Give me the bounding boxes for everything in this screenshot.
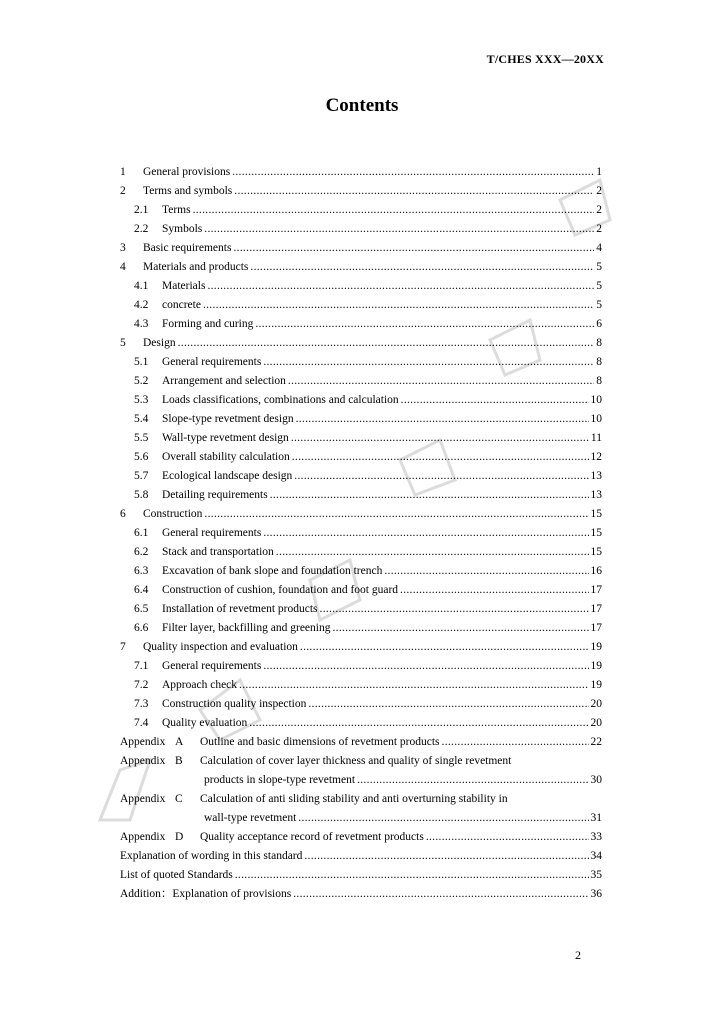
- toc-entry-label: Installation of revetment products: [162, 603, 318, 615]
- toc-entry-page: 20: [590, 698, 602, 710]
- toc-entry-label: Stack and transportation: [162, 546, 274, 558]
- toc-entry-page: 19: [590, 679, 602, 691]
- toc-leader-dots: [239, 676, 588, 695]
- toc-leader-dots: [298, 809, 588, 828]
- toc-entry-label: Ecological landscape design: [162, 470, 293, 482]
- appendix-letter: C: [175, 793, 183, 805]
- toc-leader-dots: [288, 372, 594, 391]
- toc-entry-page: 36: [590, 888, 602, 900]
- toc-leader-dots: [270, 486, 589, 505]
- toc-leader-dots: [291, 429, 589, 448]
- toc-leader-dots: [292, 448, 589, 467]
- toc-entry-number: 2.1: [134, 204, 149, 216]
- appendix-letter: A: [175, 736, 184, 748]
- toc-entry-page: 16: [590, 565, 602, 577]
- appendix-label-continued: products in slope-type revetment: [204, 774, 356, 786]
- toc-leader-dots: [296, 410, 589, 429]
- toc-entry-page: 13: [590, 489, 602, 501]
- toc-leader-dots: [249, 714, 588, 733]
- toc-entry-extra[interactable]: [120, 866, 602, 885]
- toc-entry-number: 5.5: [134, 432, 149, 444]
- toc-entry-number: 7: [120, 641, 126, 653]
- toc-entry-number: 5.4: [134, 413, 149, 425]
- toc-entry-number: 4.1: [134, 280, 149, 292]
- toc-leader-dots: [384, 562, 588, 581]
- appendix-entry[interactable]: [120, 733, 602, 752]
- toc-leader-dots: [426, 828, 589, 847]
- toc-entry[interactable]: [120, 277, 602, 296]
- toc-entry-number: 4.2: [134, 299, 149, 311]
- appendix-prefix: Appendix: [120, 755, 166, 767]
- toc-entry-number: 6.6: [134, 622, 149, 634]
- toc-entry-page: 2: [596, 185, 602, 197]
- toc-entry-label: Terms: [162, 204, 191, 216]
- toc-entry[interactable]: [120, 695, 602, 714]
- appendix-page: 31: [590, 812, 602, 824]
- toc-leader-dots: [250, 258, 594, 277]
- toc-entry-page: 15: [590, 527, 602, 539]
- toc-entry[interactable]: [120, 619, 602, 638]
- toc-entry[interactable]: [120, 600, 602, 619]
- toc-entry-page: 13: [590, 470, 602, 482]
- toc-leader-dots: [357, 771, 588, 790]
- toc-entry-page: 11: [590, 432, 602, 444]
- toc-entry-extra[interactable]: [120, 847, 602, 866]
- toc-leader-dots: [293, 885, 588, 904]
- toc-entry-label: Slope-type revetment design: [162, 413, 294, 425]
- toc-entry-label: General requirements: [162, 356, 262, 368]
- toc-entry-number: 5.1: [134, 356, 149, 368]
- toc-entry-label: List of quoted Standards: [120, 869, 233, 881]
- toc-entry-page: 5: [596, 299, 602, 311]
- toc-leader-dots: [235, 866, 589, 885]
- toc-leader-dots: [204, 220, 594, 239]
- toc-entry-label: Construction of cushion, foundation and foot guard: [162, 584, 399, 596]
- toc-entry-label: Design: [143, 337, 176, 349]
- toc-entry[interactable]: [120, 182, 602, 201]
- toc-entry-label: Symbols: [162, 223, 203, 235]
- appendix-prefix: Appendix: [120, 736, 166, 748]
- toc-entry-label: Quality evaluation: [162, 717, 248, 729]
- toc-entry-number: 5: [120, 337, 126, 349]
- toc-entry-number: 7.4: [134, 717, 149, 729]
- toc-leader-dots: [204, 505, 588, 524]
- toc-entry[interactable]: [120, 657, 602, 676]
- toc-entry[interactable]: [120, 505, 602, 524]
- toc-entry-page: 12: [590, 451, 602, 463]
- toc-entry-number: 7.2: [134, 679, 149, 691]
- toc-entry-number: 4.3: [134, 318, 149, 330]
- toc-entry-page: 10: [590, 413, 602, 425]
- toc-entry-number: 5.7: [134, 470, 149, 482]
- toc-leader-dots: [193, 201, 595, 220]
- toc-leader-dots: [207, 277, 594, 296]
- toc-entry-number: 6.5: [134, 603, 149, 615]
- toc-entry-number: 5.3: [134, 394, 149, 406]
- appendix-letter: B: [175, 755, 183, 767]
- toc-leader-dots: [320, 600, 589, 619]
- toc-leader-dots: [276, 543, 589, 562]
- toc-entry[interactable]: [120, 258, 602, 277]
- toc-entry-page: 5: [596, 280, 602, 292]
- toc-leader-dots: [263, 353, 594, 372]
- toc-entry-label: Basic requirements: [143, 242, 232, 254]
- toc-entry[interactable]: [120, 676, 602, 695]
- toc-entry-extra[interactable]: [120, 885, 602, 904]
- toc-entry-page: 17: [590, 622, 602, 634]
- toc-entry[interactable]: [120, 562, 602, 581]
- table-of-contents: [120, 163, 602, 904]
- toc-entry-page: 35: [590, 869, 602, 881]
- toc-leader-dots: [401, 391, 589, 410]
- toc-entry[interactable]: [120, 391, 602, 410]
- toc-leader-dots: [442, 733, 589, 752]
- toc-entry-number: 6: [120, 508, 126, 520]
- toc-entry[interactable]: [120, 448, 602, 467]
- appendix-label: Calculation of anti sliding stability and anti overturning stability in: [200, 793, 508, 805]
- toc-entry-label: Terms and symbols: [143, 185, 233, 197]
- toc-entry[interactable]: [120, 429, 602, 448]
- appendix-letter: D: [175, 831, 184, 843]
- page-number: 2: [575, 948, 581, 962]
- toc-entry-page: 15: [590, 546, 602, 558]
- toc-leader-dots: [400, 581, 588, 600]
- appendix-entry-continuation[interactable]: [120, 771, 602, 790]
- appendix-page: 30: [590, 774, 602, 786]
- toc-entry-page: 20: [590, 717, 602, 729]
- appendix-page: 33: [590, 831, 602, 843]
- toc-entry-page: 6: [596, 318, 602, 330]
- toc-entry-label: Explanation of wording in this standard: [120, 850, 303, 862]
- toc-entry[interactable]: [120, 467, 602, 486]
- toc-entry-number: 2: [120, 185, 126, 197]
- toc-entry[interactable]: [120, 372, 602, 391]
- toc-entry[interactable]: [120, 524, 602, 543]
- toc-entry[interactable]: [120, 315, 602, 334]
- toc-entry-number: 5.8: [134, 489, 149, 501]
- toc-entry-page: 8: [596, 356, 602, 368]
- page-title: Contents: [325, 95, 399, 116]
- toc-entry-label: General requirements: [162, 660, 262, 672]
- toc-entry[interactable]: [120, 296, 602, 315]
- appendix-prefix: Appendix: [120, 831, 166, 843]
- toc-entry[interactable]: [120, 334, 602, 353]
- toc-leader-dots: [255, 315, 594, 334]
- toc-entry[interactable]: [120, 638, 602, 657]
- toc-entry-page: 34: [590, 850, 602, 862]
- appendix-label-continued: wall-type revetment: [204, 812, 297, 824]
- toc-entry[interactable]: [120, 239, 602, 258]
- toc-entry-number: 7.3: [134, 698, 149, 710]
- toc-entry-label: Detailing requirements: [162, 489, 268, 501]
- toc-entry-number: 2.2: [134, 223, 149, 235]
- toc-entry-page: 19: [590, 641, 602, 653]
- toc-entry-number: 6.2: [134, 546, 149, 558]
- toc-leader-dots: [308, 695, 588, 714]
- toc-entry-page: 1: [596, 166, 602, 178]
- toc-entry-page: 10: [590, 394, 602, 406]
- toc-leader-dots: [203, 296, 594, 315]
- toc-entry-number: 5.6: [134, 451, 149, 463]
- toc-entry-number: 1: [120, 166, 126, 178]
- toc-entry-label: Wall-type revetment design: [162, 432, 289, 444]
- toc-entry[interactable]: [120, 353, 602, 372]
- toc-leader-dots: [232, 163, 594, 182]
- toc-entry-page: 2: [596, 223, 602, 235]
- toc-entry-page: 8: [596, 337, 602, 349]
- toc-leader-dots: [294, 467, 588, 486]
- document-code: T/CHES XXX—20XX: [486, 52, 604, 66]
- toc-entry-label: concrete: [162, 299, 201, 311]
- toc-entry-label: Forming and curing: [162, 318, 254, 330]
- toc-entry-label: Construction: [143, 508, 203, 520]
- toc-entry-label: Overall stability calculation: [162, 451, 290, 463]
- toc-entry-page: 2: [596, 204, 602, 216]
- toc-leader-dots: [234, 182, 594, 201]
- appendix-label: Calculation of cover layer thickness and quality of single revetment: [200, 755, 512, 767]
- toc-leader-dots: [178, 334, 595, 353]
- toc-leader-dots: [233, 239, 594, 258]
- appendix-prefix: Appendix: [120, 793, 166, 805]
- toc-entry-label: Arrangement and selection: [162, 375, 286, 387]
- toc-entry[interactable]: [120, 486, 602, 505]
- toc-entry[interactable]: [120, 163, 602, 182]
- appendix-entry[interactable]: [120, 828, 602, 847]
- toc-leader-dots: [332, 619, 588, 638]
- toc-entry-label: Quality inspection and evaluation: [143, 641, 298, 653]
- toc-entry-label: Loads classifications, combinations and calculation: [162, 394, 399, 406]
- toc-entry[interactable]: [120, 410, 602, 429]
- toc-entry-page: 15: [590, 508, 602, 520]
- toc-entry-number: 6.1: [134, 527, 149, 539]
- toc-entry-page: 19: [590, 660, 602, 672]
- appendix-entry[interactable]: [120, 790, 602, 809]
- toc-entry-number: 3: [120, 242, 126, 254]
- toc-entry[interactable]: [120, 201, 602, 220]
- toc-entry[interactable]: [120, 581, 602, 600]
- appendix-label: Quality acceptance record of revetment products: [200, 831, 424, 843]
- toc-entry-label: General provisions: [143, 166, 231, 178]
- toc-entry-label: Materials and products: [143, 261, 249, 273]
- toc-leader-dots: [300, 638, 589, 657]
- toc-entry-page: 5: [596, 261, 602, 273]
- toc-entry-page: 17: [590, 603, 602, 615]
- toc-entry-number: 5.2: [134, 375, 149, 387]
- toc-entry-label: Excavation of bank slope and foundation trench: [162, 565, 383, 577]
- toc-entry-label: Construction quality inspection: [162, 698, 307, 710]
- appendix-page: 22: [590, 736, 602, 748]
- toc-entry-number: 7.1: [134, 660, 149, 672]
- toc-entry[interactable]: [120, 543, 602, 562]
- toc-entry[interactable]: [120, 220, 602, 239]
- toc-entry-label: Addition：Explanation of provisions: [120, 888, 292, 900]
- toc-entry-page: 17: [590, 584, 602, 596]
- toc-entry-number: 6.4: [134, 584, 149, 596]
- toc-leader-dots: [304, 847, 588, 866]
- toc-entry-label: Filter layer, backfilling and greening: [162, 622, 331, 634]
- toc-entry-number: 6.3: [134, 565, 149, 577]
- toc-entry-page: 8: [596, 375, 602, 387]
- appendix-label: Outline and basic dimensions of revetment products: [200, 736, 440, 748]
- appendix-entry[interactable]: [120, 752, 602, 771]
- toc-entry-page: 4: [596, 242, 602, 254]
- toc-entry-label: Materials: [162, 280, 206, 292]
- toc-entry[interactable]: [120, 714, 602, 733]
- toc-leader-dots: [263, 524, 588, 543]
- appendix-entry-continuation[interactable]: [120, 809, 602, 828]
- toc-entry-label: General requirements: [162, 527, 262, 539]
- toc-leader-dots: [263, 657, 588, 676]
- toc-entry-label: Approach check: [162, 679, 238, 691]
- toc-entry-number: 4: [120, 261, 126, 273]
